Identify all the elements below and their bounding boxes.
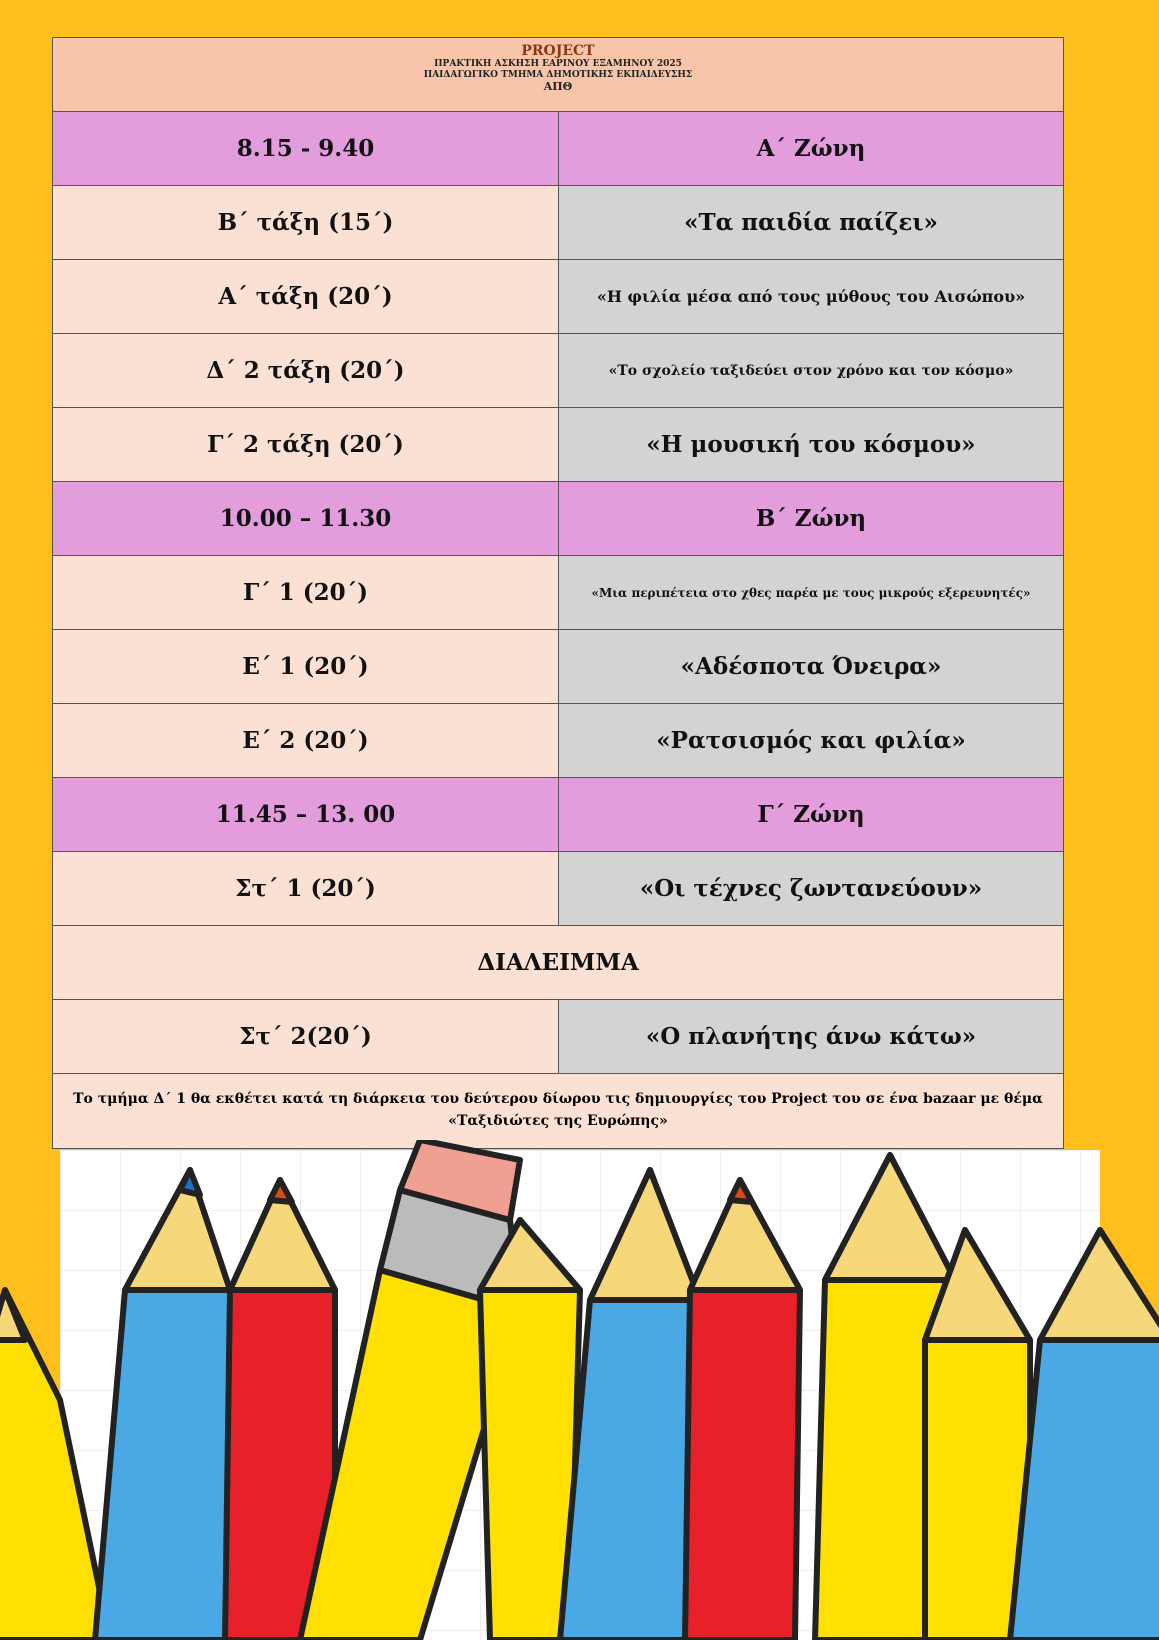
schedule-table <box>52 37 1064 1149</box>
table-row <box>53 334 1063 408</box>
table-row <box>53 556 1063 630</box>
class-cell: Γ΄ 1 (20΄) <box>53 556 559 629</box>
footer-line-2: «Ταξιδιώτες της Ευρώπης» <box>448 1113 668 1129</box>
zone-label: Β΄ Ζώνη <box>559 482 1063 555</box>
zone-label: Γ΄ Ζώνη <box>559 778 1063 851</box>
class-cell: Στ΄ 1 (20΄) <box>53 852 559 925</box>
zone-time: 8.15 - 9.40 <box>53 112 559 185</box>
table-row <box>53 630 1063 704</box>
project-title: «Το σχολείο ταξιδεύει στον χρόνο και τον κόσμο» <box>559 334 1063 407</box>
table-row <box>53 260 1063 334</box>
project-title: «Η μουσική του κόσμου» <box>559 408 1063 481</box>
zone-time: 10.00 – 11.30 <box>53 482 559 555</box>
project-title: «Η φιλία μέσα από τους μύθους του Αισώπου» <box>559 260 1063 333</box>
pencil-icon <box>95 1170 230 1640</box>
class-cell: Στ΄ 2(20΄) <box>53 1000 559 1073</box>
table-row <box>53 408 1063 482</box>
zone-row <box>53 112 1063 186</box>
header-line-1: ΠΡΑΚΤΙΚΗ ΑΣΚΗΣΗ ΕΑΡΙΝΟΥ ΕΞΑΜΗΝΟΥ 2025 <box>434 59 682 69</box>
project-title: «Τα παιδία παίζει» <box>559 186 1063 259</box>
class-cell: Ε΄ 2 (20΄) <box>53 704 559 777</box>
zone-label: Α΄ Ζώνη <box>559 112 1063 185</box>
table-row <box>53 704 1063 778</box>
pencils-illustration <box>0 1140 1159 1640</box>
table-row <box>53 1000 1063 1074</box>
schedule-header <box>53 38 1063 112</box>
pencil-icon <box>1010 1230 1159 1640</box>
footer-note <box>53 1074 1063 1148</box>
pencil-icon <box>560 1170 700 1640</box>
header-line-2: ΠΑΙΔΑΓΩΓΙΚΟ ΤΜΗΜΑ ΔΗΜΟΤΙΚΗΣ ΕΚΠΑΙΔΕΥΣΗΣ <box>423 70 693 80</box>
table-row <box>53 186 1063 260</box>
class-cell: Β΄ τάξη (15΄) <box>53 186 559 259</box>
pencil-icon <box>685 1180 800 1640</box>
project-title: «Ρατσισμός και φιλία» <box>559 704 1063 777</box>
project-title: «Μια περιπέτεια στο χθες παρέα με τους μικρούς εξερευνητές» <box>559 556 1063 629</box>
project-title: «Αδέσποτα Όνειρα» <box>559 630 1063 703</box>
class-cell: Δ΄ 2 τάξη (20΄) <box>53 334 559 407</box>
zone-time: 11.45 – 13. 00 <box>53 778 559 851</box>
class-cell: Γ΄ 2 τάξη (20΄) <box>53 408 559 481</box>
header-title: PROJECT <box>521 43 595 59</box>
zone-row <box>53 778 1063 852</box>
header-line-3: ΑΠΘ <box>543 80 573 93</box>
break-label: ΔΙΑΛΕΙΜΜΑ <box>53 926 1063 999</box>
project-title: «Οι τέχνες ζωντανεύουν» <box>559 852 1063 925</box>
pencil-icon <box>0 1290 110 1640</box>
break-row <box>53 926 1063 1000</box>
footer-line-1: Το τμήμα Δ΄ 1 θα εκθέτει κατά τη διάρκεια του δεύτερου δίωρου τις δημιουργίες του Project του σε ένα bazaar με θέμα <box>73 1091 1043 1107</box>
zone-row <box>53 482 1063 556</box>
table-row <box>53 852 1063 926</box>
class-cell: Α΄ τάξη (20΄) <box>53 260 559 333</box>
project-title: «Ο πλανήτης άνω κάτω» <box>559 1000 1063 1073</box>
class-cell: Ε΄ 1 (20΄) <box>53 630 559 703</box>
